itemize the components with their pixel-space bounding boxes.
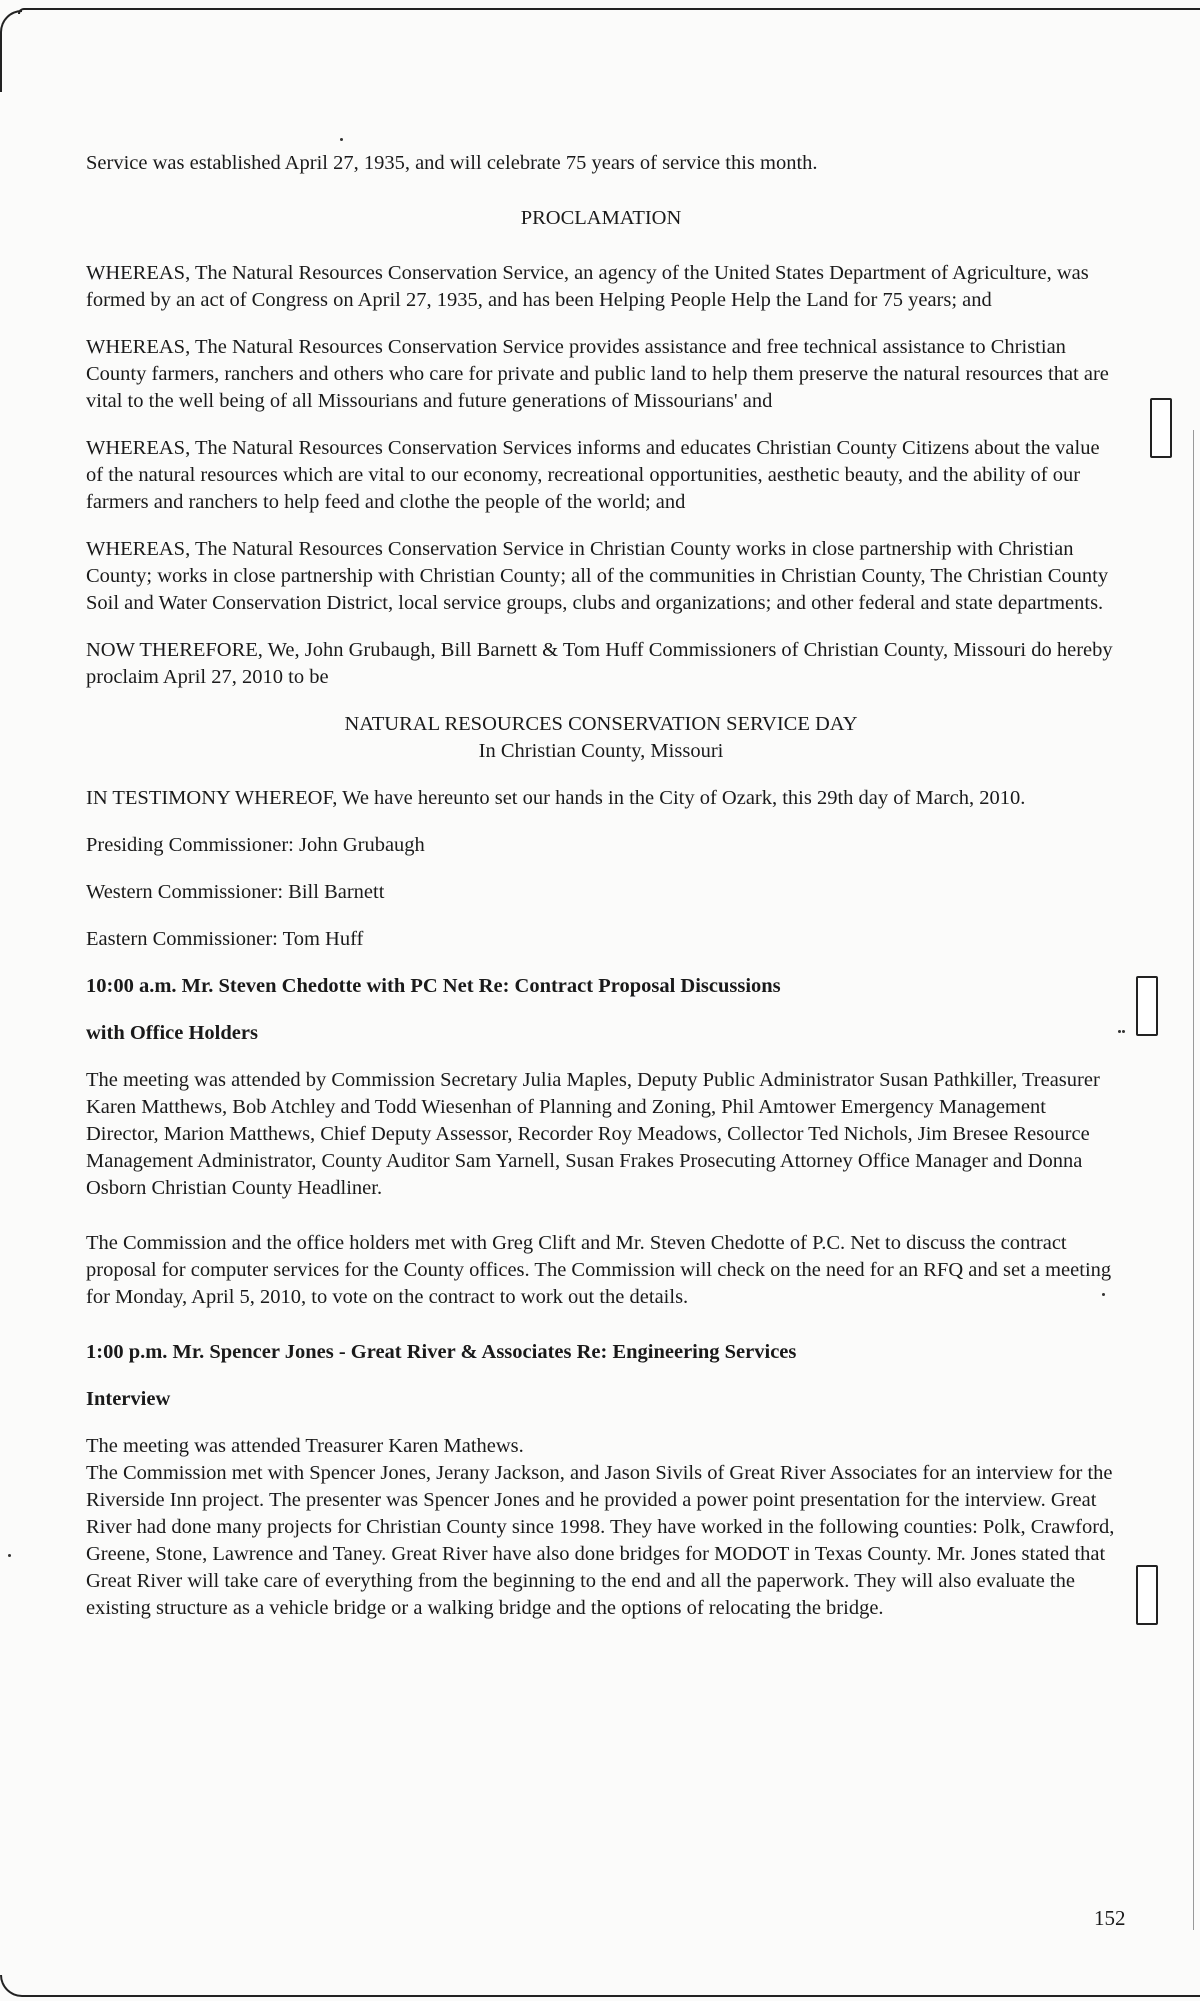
proclamation-title: PROCLAMATION	[520, 207, 682, 229]
page-number: 152	[1094, 1906, 1126, 1930]
binder-hole-marker	[1136, 976, 1158, 1036]
scan-speck	[340, 138, 343, 141]
scan-border-corner	[0, 10, 22, 92]
scan-speck	[1118, 1030, 1121, 1033]
scan-border-right	[1193, 430, 1200, 1930]
section-heading: 10:00 a.m. Mr. Steven Chedotte with PC Net Re: Contract Proposal Discussions	[86, 975, 781, 997]
attendance-paragraph: The meeting was attended by Commission Secretary Julia Maples, Deputy Public Administrator Susan Pathkiller, Treasurer Karen Matthews, Bob Atchley and Todd Wiesenhan of Planning and Zoning, Phil Amtower Emergency Management Director, Marion Matthews, Chief Deputy Assessor, Recorder Roy Meadows, Collector Ted Nichols, Jim Bresee Resource Management Administrator, County Auditor Sam Yarnell, Susan Frakes Prosecuting Attorney Office Manager and Donna Osborn Christian County Headliner.	[86, 1069, 1100, 1199]
scan-border-bottom	[0, 1975, 1200, 1997]
scan-border-top	[18, 8, 1200, 14]
binder-hole-marker	[1136, 1565, 1158, 1625]
section-heading: Interview	[86, 1388, 171, 1410]
day-title: NATURAL RESOURCES CONSERVATION SERVICE DAY	[344, 713, 858, 735]
scan-speck	[1122, 1030, 1125, 1033]
section-heading: with Office Holders	[86, 1022, 258, 1044]
now-therefore-paragraph: NOW THEREFORE, We, John Grubaugh, Bill Barnett & Tom Huff Commissioners of Christian County, Missouri do hereby proclaim April 27, 2010 to be	[86, 639, 1113, 688]
western-commissioner: Western Commissioner: Bill Barnett	[86, 881, 385, 903]
section-heading: 1:00 p.m. Mr. Spencer Jones - Great River & Associates Re: Engineering Services	[86, 1341, 797, 1363]
whereas-paragraph: WHEREAS, The Natural Resources Conservation Service in Christian County works in close partnership with Christian County; works in close partnership with Christian County; all of the communities in Christian County, The Christian County Soil and Water Conservation District, local service groups, clubs and organizations; and other federal and state departments.	[86, 538, 1109, 614]
day-subtitle: In Christian County, Missouri	[478, 740, 724, 762]
whereas-paragraph: WHEREAS, The Natural Resources Conservation Service provides assistance and free technical assistance to Christian County farmers, ranchers and others who care for private and public land to help them preserve the natural resources that are vital to the well being of all Missourians and future generations of Missourians' and	[86, 336, 1109, 412]
section-body: The Commission and the office holders met with Greg Clift and Mr. Steven Chedotte of P.C. Net to discuss the contract proposal for computer services for the County offices. The Commission will check on the need for an RFQ and set a meeting for Monday, April 5, 2010, to vote on the contract to work out the details.	[86, 1232, 1112, 1308]
document-body	[86, 150, 1116, 1642]
binder-hole-marker	[1150, 398, 1172, 458]
testimony-paragraph: IN TESTIMONY WHEREOF, We have hereunto set our hands in the City of Ozark, this 29th day of March, 2010.	[86, 787, 1026, 809]
whereas-paragraph: WHEREAS, The Natural Resources Conservation Services informs and educates Christian County Citizens about the value of the natural resources which are vital to our economy, recreational opportunities, aesthetic beauty, and the ability of our farmers and ranchers to help feed and clothe the people of the world; and	[86, 437, 1100, 513]
scan-speck	[8, 1554, 11, 1557]
presiding-commissioner: Presiding Commissioner: John Grubaugh	[86, 834, 425, 856]
section-body: The Commission met with Spencer Jones, Jerany Jackson, and Jason Sivils of Great River Associates for an interview for the Riverside Inn project. The presenter was Spencer Jones and he provided a power point presentation for the interview. Great River had done many projects for Christian County since 1998. They have worked in the following counties: Polk, Crawford, Greene, Stone, Lawrence and Taney. Great River have also done bridges for MODOT in Texas County. Mr. Jones stated that Great River will take care of everything from the beginning to the end and all the paperwork. They will also evaluate the existing structure as a vehicle bridge or a walking bridge and the options of relocating the bridge.	[86, 1462, 1115, 1619]
eastern-commissioner: Eastern Commissioner: Tom Huff	[86, 928, 364, 950]
attendance-paragraph: The meeting was attended Treasurer Karen Mathews.	[86, 1435, 524, 1457]
intro-line: Service was established April 27, 1935, and will celebrate 75 years of service this month.	[86, 152, 818, 174]
whereas-paragraph: WHEREAS, The Natural Resources Conservation Service, an agency of the United States Department of Agriculture, was formed by an act of Congress on April 27, 1935, and has been Helping People Help the Land for 75 years; and	[86, 262, 1089, 311]
